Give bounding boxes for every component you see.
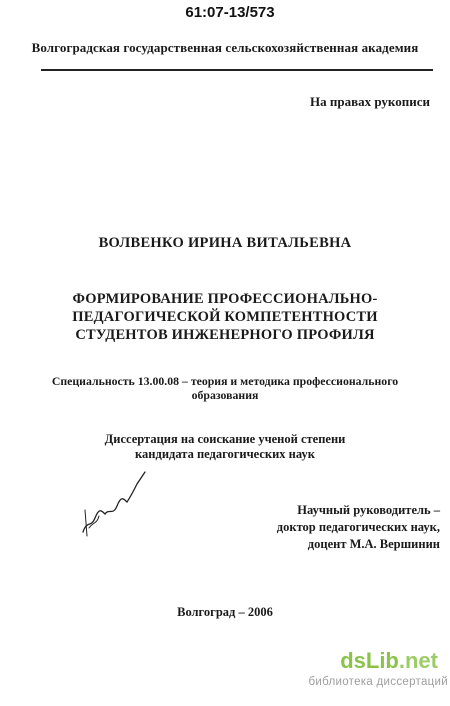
degree-statement <box>0 432 450 462</box>
supervisor-line: доцент М.А. Вершинин <box>307 537 440 551</box>
manuscript-note: На правах рукописи <box>310 94 430 109</box>
title-line: ПЕДАГОГИЧЕСКОЙ КОМПЕТЕНТНОСТИ <box>72 309 378 325</box>
watermark-logo <box>268 648 448 674</box>
archive-stamp: 61:07-13/573 <box>185 4 275 21</box>
header-divider <box>41 69 433 71</box>
title-line: СТУДЕНТОВ ИНЖЕНЕРНОГО ПРОФИЛЯ <box>75 327 375 343</box>
watermark-logo-suffix: .net <box>398 648 438 673</box>
watermark-logo-main: dsLib <box>340 648 399 673</box>
supervisor-line: Научный руководитель – <box>297 503 440 517</box>
supervisor-line: доктор педагогических наук, <box>276 520 440 534</box>
title-line: ФОРМИРОВАНИЕ ПРОФЕССИОНАЛЬНО- <box>72 291 378 307</box>
author-name: ВОЛВЕНКО ИРИНА ВИТАЛЬЕВНА <box>98 235 352 251</box>
supervisor-block <box>250 502 440 553</box>
dissertation-title <box>0 290 450 344</box>
specialty-line: образования <box>191 388 259 402</box>
handwritten-signature <box>75 470 155 540</box>
site-watermark <box>268 648 448 688</box>
degree-line: кандидата педагогических наук <box>135 447 315 461</box>
watermark-subtitle: библиотека диссертаций <box>308 676 448 688</box>
institution-name: Волгоградская государственная сельскохозяйственная академия <box>31 40 419 55</box>
degree-line: Диссертация на соискание ученой степени <box>104 432 346 446</box>
specialty-line: Специальность 13.00.08 – теория и методика профессионального <box>51 374 399 388</box>
specialty-code <box>0 374 450 402</box>
city-year: Волгоград – 2006 <box>177 605 273 619</box>
